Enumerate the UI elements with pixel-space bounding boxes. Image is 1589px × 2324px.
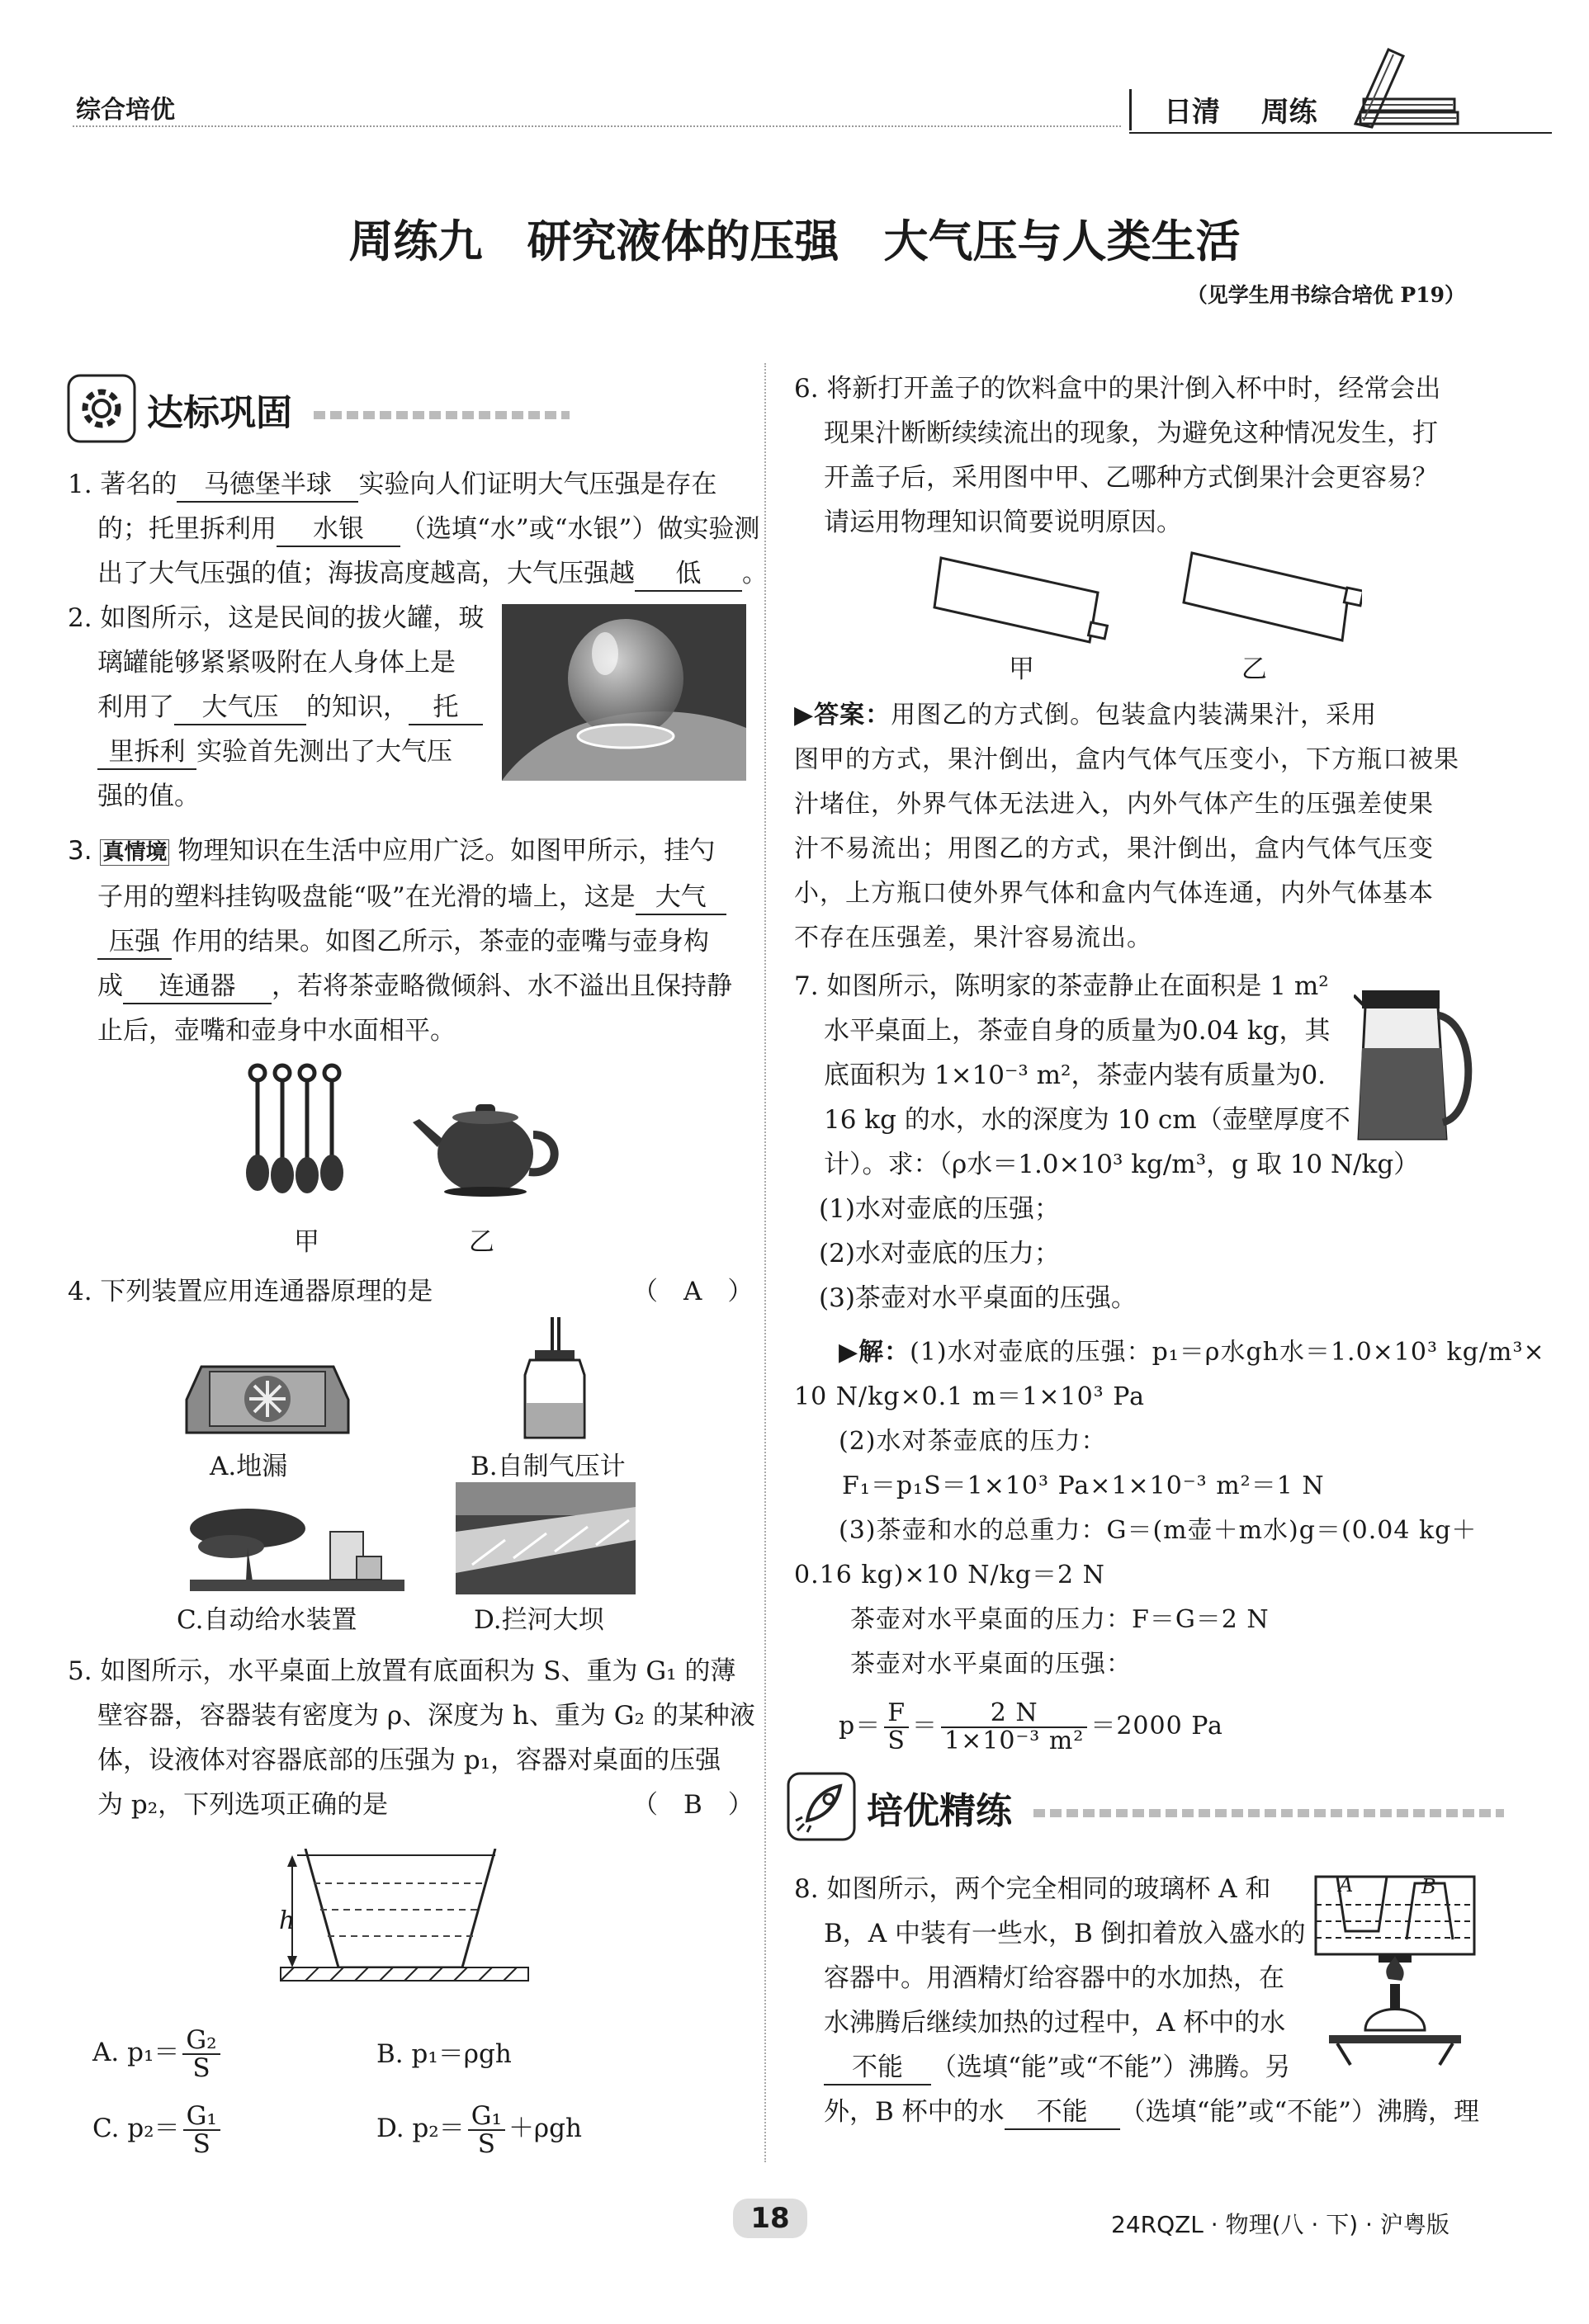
q3-text: 子用的塑料挂钩吸盘能“吸”在光滑的墙上，这是 — [97, 882, 636, 912]
q6-answer-text: 图甲的方式，果汁倒出，盒内气体气压变小，下方瓶口被果 — [794, 745, 1459, 774]
q3-text: 物理知识在生活中应用广泛。如图甲所示，挂勺 — [177, 836, 716, 866]
q7-sub: (2)水对壶底的压力； — [819, 1239, 1060, 1268]
teapot-image — [409, 1089, 566, 1197]
q2 — [68, 596, 484, 819]
q6 — [794, 366, 1440, 545]
q5-opt-c-den: S — [192, 2128, 210, 2159]
q2-text: 强的值。 — [97, 782, 200, 811]
q4-option-c: C.自动给水装置 — [177, 1605, 357, 1635]
q7-formula-num: 2 N — [941, 1700, 1087, 1728]
q7-formula-den: 1×10⁻³ m² — [944, 1726, 1085, 1755]
dam-image — [456, 1482, 636, 1594]
page-ref: （见学生用书综合培优 P19） — [1186, 283, 1465, 307]
q7-formula-num: F — [884, 1700, 909, 1728]
q8-cup-b-label: B — [1421, 1875, 1436, 1898]
header-right-a: 日清 — [1164, 96, 1220, 129]
q6-answer-text: 小，上方瓶口使外界气体和盒内气体连通，内外气体基本 — [794, 879, 1434, 908]
section-title-advanced: 培优精练 — [867, 1790, 1012, 1832]
rocket-icon — [786, 1771, 857, 1842]
q1-text: 1. 著名的 — [68, 470, 177, 499]
q7-final-formula — [839, 1693, 1223, 1760]
footer-code: 24RQZL · 物理(八 · 下) · 沪粤版 — [1111, 2211, 1449, 2238]
q7-formula-den: S — [887, 1726, 906, 1755]
q6-caption-a: 甲 — [1009, 654, 1034, 684]
page-number: 18 — [733, 2199, 807, 2238]
q3-caption-a: 甲 — [294, 1227, 319, 1257]
gear-icon — [66, 373, 137, 444]
q7-text: 水平桌面上，茶壶自身的质量为0.04 kg，其 — [824, 1016, 1331, 1046]
q4-stem: 4. 下列装置应用连通器原理的是 — [68, 1277, 433, 1306]
page-title: 周练九 研究液体的压强 大气压与人类生活 — [348, 215, 1241, 267]
q5-h-label: h — [279, 1906, 296, 1935]
q8-text: 容器中。用酒精灯给容器中的水加热，在 — [824, 1963, 1284, 1993]
header-right — [1164, 89, 1317, 130]
q5-text: 壁容器，容器装有密度为 ρ、深度为 h、重为 G₂ 的某种液 — [97, 1701, 755, 1731]
q5-opt-c-text: C. p₂＝ — [92, 2114, 180, 2143]
q1-text: 实验向人们证明大气压强是存在 — [358, 470, 717, 499]
q7-solution-text: 茶壶对水平桌面的压强： — [850, 1650, 1132, 1679]
header-divider — [1129, 89, 1132, 130]
barometer-image — [507, 1317, 598, 1441]
q6-answer-text: 汁不易流出；用图乙的方式，果汁倒出，盒内气体气压变 — [794, 834, 1434, 863]
q1-text: 的；托里拆利用 — [97, 514, 277, 544]
q1-blank-2: 水银 — [277, 513, 400, 547]
q7-sub: (3)茶壶对水平桌面的压强。 — [819, 1283, 1137, 1313]
q7-text: 7. 如图所示，陈明家的茶壶静止在面积是 1 m² — [794, 971, 1329, 1001]
header-left: 综合培优 — [76, 96, 175, 125]
q7-formula-text: ＝2000 Pa — [1090, 1712, 1223, 1741]
q1-blank-3: 低 — [635, 557, 742, 592]
q1-text: 。 — [742, 559, 768, 588]
q6-text: 开盖子后，采用图中甲、乙哪种方式倒果汁会更容易？ — [824, 463, 1438, 493]
q5-text: 体，设液体对容器底部的压强为 p₁，容器对桌面的压强 — [97, 1745, 721, 1775]
q5-answer: （ B ） — [632, 1790, 754, 1820]
q8-text: （选填“能”或“不能”）沸腾。另 — [931, 2052, 1291, 2082]
q5-option-d — [376, 2100, 582, 2157]
juice-box-b-diagram — [1180, 548, 1362, 655]
q5-option-a — [92, 2024, 224, 2081]
header-underline — [1129, 132, 1552, 134]
q7-solution-text: (3)茶壶和水的总重力：G＝(m壶＋m水)g＝(0.04 kg＋ — [839, 1516, 1478, 1545]
q6-answer-text: 汁堵住，外界气体无法进入，内外气体产生的压强差使果 — [794, 790, 1434, 819]
q7-text: 16 kg 的水，水的深度为 10 cm（壶壁厚度不 — [824, 1105, 1350, 1135]
q7-solution-label: 解： — [858, 1338, 910, 1367]
q8-blank-2: 不能 — [1005, 2095, 1120, 2130]
q1 — [68, 462, 768, 596]
q5-opt-c-num: G₁ — [183, 2103, 220, 2131]
section-header-advanced — [786, 1771, 1512, 1845]
q8-blank-1: 不能 — [824, 2051, 931, 2085]
q2-text: 利用了 — [97, 692, 174, 722]
bonsai-water-image — [182, 1499, 413, 1598]
q7-solution-text: F₁＝p₁S＝1×10³ Pa×1×10⁻³ m²＝1 N — [842, 1471, 1325, 1500]
q8-text: 水沸腾后继续加热的过程中，A 杯中的水 — [824, 2008, 1286, 2038]
boiling-cups-diagram — [1312, 1873, 1478, 2071]
q8-text: B，A 中装有一些水，B 倒扣着放入盛水的 — [824, 1919, 1306, 1948]
q6-text: 请运用物理知识简要说明原因。 — [824, 508, 1182, 537]
q6-text: 6. 将新打开盖子的饮料盒中的果汁倒入杯中时，经常会出 — [794, 374, 1441, 404]
q6-answer-label: 答案： — [814, 701, 891, 730]
q6-answer: ▶答案：用图乙的方式倒。包装盒内装满果汁，采用 图甲的方式，果汁倒出，盒内气体气压变小，下方瓶口被果 汁堵住，外界气体无法进入，内外气体产生的压强差使果 汁不易流出；用图乙的方式，果汁倒出，盒内气体气压变 小，上方瓶口使外界气体和盒内气体连通，内外气体基本 不存在压强差，果汁容易流出。 — [794, 693, 1459, 961]
section-title-basic: 达标巩固 — [147, 392, 292, 434]
q6-answer-text: 用图乙的方式倒。包装盒内装满果汁，采用 — [891, 701, 1378, 730]
floor-drain-image — [185, 1350, 350, 1441]
q3-text: 成 — [97, 971, 123, 1001]
q5-opt-d-text: D. p₂＝ — [376, 2114, 465, 2143]
q5-opt-a-den: S — [192, 2052, 210, 2083]
q2-blank-2b: 里拆利 — [97, 735, 196, 770]
q1-blank-1: 马德堡半球 — [177, 468, 358, 503]
q4-option-a: A.地漏 — [210, 1452, 288, 1481]
q2-text: 2. 如图所示，这是民间的拔火罐，玻 — [68, 603, 485, 633]
q7-text: 计）。求：（ρ水＝1.0×10³ kg/m³，g 取 10 N/kg） — [824, 1150, 1420, 1179]
q2-text: 的知识， — [306, 692, 409, 722]
q7-solution-text: 0.16 kg)×10 N/kg＝2 N — [794, 1561, 1105, 1589]
section-stripe — [1033, 1809, 1504, 1817]
q5-opt-a-num: G₂ — [182, 2027, 220, 2055]
column-divider — [764, 363, 766, 2162]
q7-solution-text: 茶壶对水平桌面的压力：F＝G＝2 N — [850, 1605, 1270, 1634]
q7-solution-text: 10 N/kg×0.1 m＝1×10³ Pa — [794, 1382, 1145, 1411]
books-icon — [1331, 41, 1463, 136]
q2-text: 实验首先测出了大气压 — [196, 737, 452, 767]
q7-solution-text: (2)水对茶壶底的压力： — [839, 1427, 1107, 1456]
q2-blank-1: 大气压 — [174, 691, 306, 725]
q3-blank-1b: 压强 — [97, 925, 172, 960]
q3-text: 止后，壶嘴和壶身中水面相平。 — [97, 1016, 456, 1046]
q7-sub: (1)水对壶底的压强； — [819, 1194, 1060, 1224]
q7-formula-text: ＝ — [912, 1712, 939, 1741]
q7-solution-text: (1)水对壶底的压强：p₁＝ρ水gh水＝1.0×10³ kg/m³× — [910, 1338, 1545, 1367]
q8-text: 外，B 杯中的水 — [824, 2097, 1005, 2127]
q5-option-b: B. p₁＝ρgh — [376, 2039, 512, 2069]
q5-option-c — [92, 2100, 224, 2157]
q2-blank-2a: 托 — [409, 691, 483, 725]
q5-opt-d-den: S — [477, 2128, 495, 2159]
q6-caption-b: 乙 — [1241, 654, 1267, 684]
q4-answer: （ A ） — [632, 1277, 754, 1306]
q6-text: 现果汁断断续续流出的现象，为避免这种情况发生，打 — [824, 418, 1438, 448]
q4-option-b: B.自制气压计 — [471, 1452, 626, 1481]
q7-text: 底面积为 1×10⁻³ m²，茶壶内装有质量为0. — [824, 1060, 1327, 1090]
q3-text: ，若将茶壶略微倾斜、水不溢出且保持静 — [272, 971, 732, 1001]
q5-opt-a-text: A. p₁＝ — [92, 2038, 180, 2067]
q3-tag: 真情境 — [100, 839, 169, 866]
q8-text: 8. 如图所示，两个完全相同的玻璃杯 A 和 — [794, 1874, 1271, 1904]
q8-cup-a-label: A — [1339, 1873, 1354, 1897]
ladles-hook-image — [239, 1061, 363, 1202]
q5-opt-d-num: G₁ — [468, 2103, 505, 2131]
q3-blank-1a: 大气 — [636, 881, 726, 915]
header-right-b: 周练 — [1260, 96, 1317, 129]
q3-caption-b: 乙 — [469, 1227, 494, 1257]
q5-text: 为 p₂，下列选项正确的是 — [97, 1790, 389, 1820]
q4-option-d: D.拦河大坝 — [474, 1605, 604, 1635]
q5-opt-d-text: ＋ρgh — [508, 2114, 582, 2143]
section-header-basic — [66, 373, 578, 447]
q3: 3. 真情境 物理知识在生活中应用广泛。如图甲所示，挂勺 子用的塑料挂钩吸盘能“吸”在光滑的墙上，这是 大气 压强 作用的结果。如图乙所示，茶壶的壶嘴与壶身构 成 连通器 ，若将茶壶略微倾斜、水不溢出且保持静 止后，壶嘴和壶身中水面相平。 — [68, 829, 732, 1053]
q1-text: （选填“水”或“水银”）做实验测 — [400, 514, 760, 544]
header-rule — [73, 125, 1121, 127]
q2-text: 璃罐能够紧紧吸附在人身体上是 — [97, 648, 456, 678]
cupping-jar-photo — [502, 604, 746, 781]
q7 — [794, 964, 1419, 1320]
q1-text: 出了大气压强的值；海拔高度越高，大气压强越 — [97, 559, 635, 588]
q5-text: 5. 如图所示，水平桌面上放置有底面积为 S、重为 G₁ 的薄 — [68, 1656, 736, 1686]
q3-text: 作用的结果。如图乙所示，茶壶的壶嘴与壶身构 — [172, 927, 709, 957]
container-diagram — [272, 1849, 537, 1996]
q7-formula-text: p＝ — [839, 1712, 882, 1741]
q6-answer-text: 不存在压强差，果汁容易流出。 — [794, 923, 1152, 952]
section-stripe — [314, 411, 570, 419]
juice-box-a-diagram — [933, 551, 1114, 654]
q8-text: （选填“能”或“不能”）沸腾，理 — [1119, 2097, 1480, 2127]
q3-blank-2: 连通器 — [123, 970, 272, 1004]
glass-teapot-image — [1354, 974, 1476, 1147]
q7-solution: ▶解：(1)水对壶底的压强：p₁＝ρ水gh水＝1.0×10³ kg/m³× 10 N/kg×0.1 m＝1×10³ Pa (2)水对茶壶底的压力： F₁＝p₁S＝1×10³ Pa×1×10⁻³ m²＝1 N (3)茶壶和水的总重力：G＝(m壶＋m水)g＝(0.04 kg＋ 0.16 kg)×10 N/kg＝2 N 茶壶对水平桌面的压力：F＝G＝2 N 茶壶对水平桌面的压强： — [794, 1330, 1545, 1687]
